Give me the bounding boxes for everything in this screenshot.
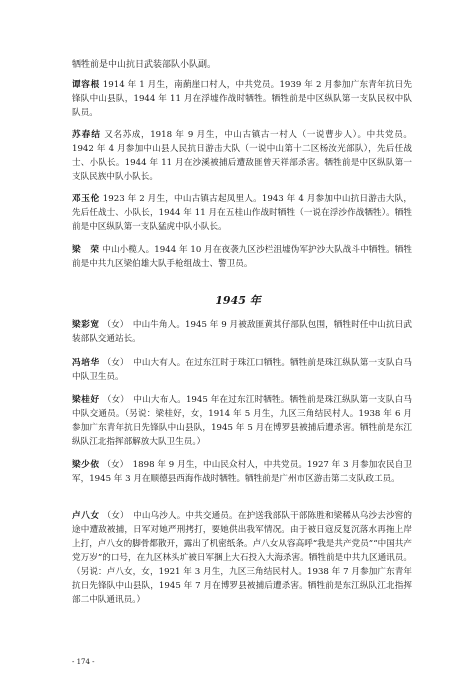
biography-text: （女） 中山牛角人。1945 年 9 月被敌匪黄其仔部队包围，牺牲时任中山抗日武装部队交通站长。 — [72, 320, 412, 344]
person-name: 梁彩宽 — [72, 320, 100, 330]
person-name: 谭容根 — [72, 80, 100, 90]
biography-text: （女） 1898 年 9 月生，中山民众村人，中共党员。1927 年 3 月参加农民自卫军，1945 年 3 月在顺德县西海作战时牺牲。牺牲前是广州市区游击第二支队政工员。 — [72, 460, 412, 484]
biography-text: 又名苏成，1918 年 9 月生，中山古镇古一村人（一说曹步人）。中共党员。1942 年 4 月参加中山县人民抗日游击大队（一说中山第十二区杨汝光部队），先后任战士、小队长。1944 年 11 月在沙溪被捕后遭敌匪曾天祥部杀害。牺牲前是中区纵队第一支队民族中队小队长。 — [72, 130, 412, 182]
person-name: 梁桂好 — [72, 395, 100, 405]
biography-entry — [72, 393, 412, 449]
biography-text: 中山小榄人。1944 年 10 月在夜袭九区沙栏沮墟伪军护沙大队战斗中牺牲。牺牲前是中共九区梁伯雄大队手枪组战士、警卫员。 — [72, 245, 412, 269]
section-heading-year: 1945 年 — [215, 294, 261, 307]
biography-text: （女） 中山乌沙人。中共交通员。在护送我部队干部陈胜和梁稀从乌沙去沙窖的途中遭敌被捕，日军对她严刑拷打，要她供出我军情况。由于被日寇反复沉落水再拖上岸上打，卢八女的脚骨都散开，露出了机密纸条。卢八女从容高呼“我是共产党员”“中国共产党万岁”的口号，在九区林头圹被日军捆上大石投入大海杀害。牺牲前是中共九区通讯员。（另说：卢八女，女，1921 年 3 月生，九区三角结民村人。1938 年 7 月参加广东青年抗日先锋队中山县队，1945 年 7 月在博罗县被捕后遭杀害。牺牲前是东江纵队江北指挥部二中队通讯员。） — [72, 511, 412, 605]
person-name: 苏春结 — [72, 130, 102, 140]
person-name: 邓玉伦 — [72, 194, 100, 204]
biography-entry — [72, 356, 412, 384]
biography-text: 1923 年 2 月生，中山古镇古起凤里人。1943 年 4 月参加中山抗日游击大队，先后任战士、小队长，1944 年 11 月在五桂山作战时牺牲（一说在浮沙作战牺牲）。牺牲前是中区纵队第一支队猛虎中队小队长。 — [72, 194, 412, 232]
biography-text: （女） 中山大有人。在过东江时于珠江口牺牲。牺牲前是珠江纵队第一支队白马中队卫生员。 — [72, 358, 412, 382]
biography-text: （女） 中山大布人。1945 年在过东江时牺牲。牺牲前是珠江纵队第一支队白马中队交通员。（另说：梁桂好，女，1914 年 5 月生，九区三角结民村人。1938 年 6 月参加广东青年抗日先锋队中山县队，1945 年 5 月在博罗县被捕后遭杀害。牺牲前是东江纵队江北指挥部解放大队卫生员。） — [72, 395, 412, 447]
biography-entry — [72, 318, 412, 346]
person-name: 梁 荣 — [72, 245, 100, 255]
page-number: - 174 - — [72, 658, 95, 666]
biography-entry — [72, 78, 412, 120]
biography-entry — [72, 509, 412, 607]
biography-entry — [72, 458, 412, 486]
continued-text: 牺牲前是中山抗日武装部队小队副。 — [72, 60, 217, 70]
person-name: 卢八女 — [72, 511, 100, 521]
person-name: 冯培华 — [72, 358, 100, 368]
biography-text: 1914 年 1 月生，南蓢崖口村人，中共党员。1939 年 2 月参加广东青年抗日先锋队中山县队，1944 年 11 月在浮墟作战时牺牲。牺牲前是中区纵队第一支队民权中队队员。 — [72, 80, 412, 118]
biography-entry — [72, 243, 412, 271]
biography-entry — [72, 128, 412, 184]
biography-entry — [72, 192, 412, 234]
person-name: 梁少依 — [72, 460, 100, 470]
